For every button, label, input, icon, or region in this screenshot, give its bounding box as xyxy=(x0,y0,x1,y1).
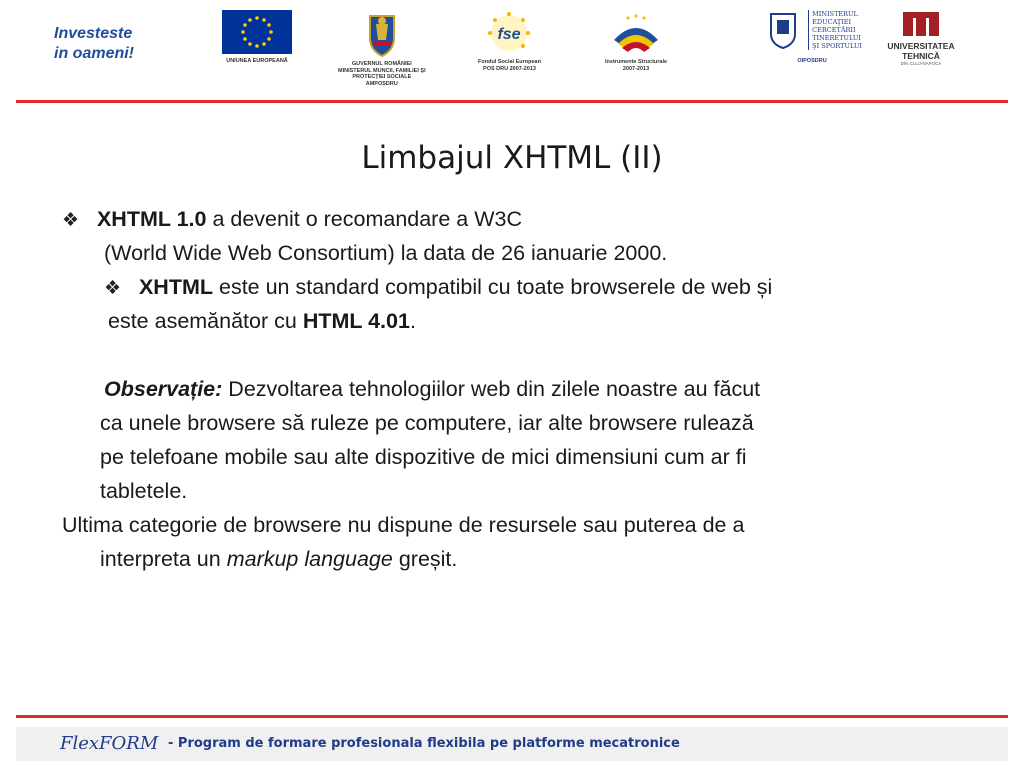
university-caption-1: UNIVERSITATEA xyxy=(887,41,955,51)
government-caption-3: PROTECŢIEI SOCIALE xyxy=(352,74,412,80)
fse-caption-2: POS DRU 2007-2013 xyxy=(483,65,536,72)
markup-language-term: markup language xyxy=(226,547,393,571)
last-paragraph-end: greșit. xyxy=(392,547,458,571)
observation-line-4: tabletele. xyxy=(100,479,188,503)
government-caption-1: GUVERNUL ROMÂNIEI xyxy=(351,61,412,67)
ministry-text-3: CERCETĂRII xyxy=(812,26,856,34)
xhtml-10-term: XHTML 1.0 xyxy=(96,207,207,231)
university-emblem-icon xyxy=(901,10,941,38)
footer-brand: FlexFORM xyxy=(60,733,159,754)
paragraph-2-text: este un standard compatibil cu toate browserele de web și xyxy=(213,275,773,299)
observation-line-2: ca unele browsere să ruleze pe computere, iar alte browsere rulează xyxy=(100,411,754,435)
ministry-text-5: ŞI SPORTULUI xyxy=(812,42,862,50)
government-caption-2: MINISTERUL MUNCII, FAMILIEI ŞI xyxy=(338,67,426,74)
eu-logo xyxy=(222,10,292,65)
fse-caption-1: Fondul Social European xyxy=(478,59,541,65)
university-logo xyxy=(876,10,966,67)
observation-text-1: Dezvoltarea tehnologiilor web din zilele noastre au făcut xyxy=(222,377,761,401)
structural-instruments-icon xyxy=(608,10,664,56)
structural-caption-1: Instrumente Structurale xyxy=(605,59,668,65)
paragraph-1-line-1 xyxy=(62,202,522,238)
header-divider xyxy=(16,100,1008,103)
government-caption-4: AMPOSDRU xyxy=(365,80,398,87)
slogan-line-2: in oameni! xyxy=(54,45,135,62)
eu-caption: UNIUNEA EUROPEANĂ xyxy=(226,58,288,64)
last-paragraph-line-1: Ultima categorie de browsere nu dispune de resursele sau puterea de a xyxy=(62,513,745,537)
footer-tagline: - Program de formare profesionala flexibila pe platforme mecatronice xyxy=(168,736,680,751)
footer-divider xyxy=(16,715,1008,718)
observation-label: Observație: xyxy=(104,377,223,401)
paragraph-2-line-2-text: este asemănător cu xyxy=(108,309,303,333)
last-paragraph-text: interpreta un xyxy=(100,547,227,571)
coat-of-arms-icon xyxy=(362,10,402,58)
slide-title: Limbajul XHTML (II) xyxy=(361,140,663,176)
paragraph-2-period: . xyxy=(409,309,416,333)
ministry-crest-icon xyxy=(768,10,798,50)
ministry-text-2: EDUCAŢIEI xyxy=(812,18,852,26)
fse-emblem-icon xyxy=(483,10,535,56)
structural-caption-2: 2007-2013 xyxy=(622,65,650,72)
university-caption-3: DIN CLUJ-NAPOCA xyxy=(900,61,942,66)
observation-line-3: pe telefoane mobile sau alte dispozitive de mici dimensiuni cum ar fi xyxy=(100,445,747,469)
xhtml-term: XHTML xyxy=(138,275,214,299)
observation-line-1 xyxy=(104,372,760,406)
footer-bar xyxy=(16,727,1008,761)
paragraph-1-line-2: (World Wide Web Consortium) la data de 26 ianuarie 2000. xyxy=(104,241,668,265)
diamond-bullet-icon: ❖ xyxy=(62,210,80,231)
ministry-text-1: MINISTERUL xyxy=(812,10,858,18)
paragraph-1-text: a devenit o recomandare a W3C xyxy=(206,207,522,231)
government-logo xyxy=(338,10,426,87)
structural-instruments-logo xyxy=(605,10,667,72)
university-caption-2: TEHNICĂ xyxy=(902,51,940,61)
paragraph-2-line-1 xyxy=(104,270,772,306)
fse-mark: fse xyxy=(497,26,522,43)
ministry-caption: OIPOSDRU xyxy=(797,58,827,64)
fse-logo xyxy=(478,10,541,72)
last-paragraph-line-2 xyxy=(100,542,457,576)
paragraph-2-line-2 xyxy=(108,304,416,338)
slogan xyxy=(54,24,134,64)
html-401-term: HTML 4.01 xyxy=(302,309,410,333)
eu-flag-icon xyxy=(222,10,292,54)
ministry-text-4: TINERETULUI xyxy=(812,34,861,42)
slogan-line-1: Investeste xyxy=(54,25,133,42)
ministry-logo xyxy=(762,10,862,65)
diamond-bullet-icon: ❖ xyxy=(104,278,122,299)
